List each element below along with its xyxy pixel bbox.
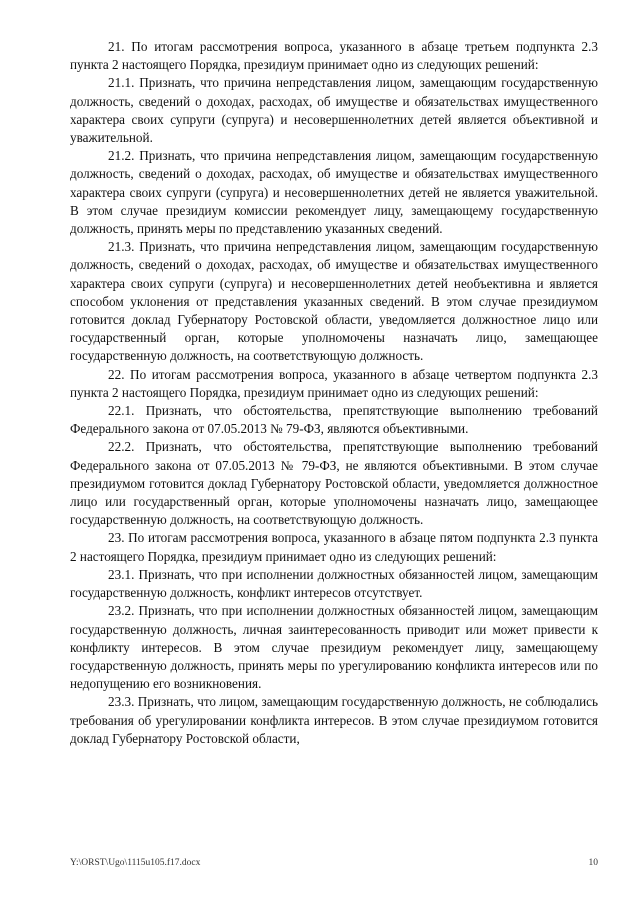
paragraph-23-3: 23.3. Признать, что лицом, замещающим государственную должность, не соблюдались требования об урегулировании конфликта интересов. В этом случае президиумом готовится доклад Губернатору Ростовской области, — [70, 694, 598, 746]
page-footer — [70, 858, 598, 872]
paragraph-21-2: 21.2. Признать, что причина непредставления лицом, замещающим государственную должность, сведений о доходах, расходах, об имуществе и обязательствах имущественного характера своих супруги (супруга) и несовершеннолетних детей не является уважительной. В этом случае президиум комиссии рекомендует лицу, замещающему государственную должность, принять меры по представлению указанных сведений. — [70, 148, 598, 237]
paragraph-21: 21. По итогам рассмотрения вопроса, указанного в абзаце третьем подпункта 2.3 пункта 2 настоящего Порядка, президиум принимает одно из следующих решений: — [70, 39, 598, 73]
footer-file-path: Y:\ORST\Ugo\1115u105.f17.docx — [70, 858, 201, 868]
paragraph-22-2: 22.2. Признать, что обстоятельства, препятствующие выполнению требований Федерального закона от 07.05.2013 № 79-ФЗ, не являются объективными. В этом случае президиумом готовится доклад Губернатору Ростовской области, уведомляется должностное лицо или государственный орган, которые уполномочены назначать лицо, замещающее государственную должность, на соответствующую должность. — [70, 439, 598, 528]
page-number: 10 — [588, 858, 598, 868]
paragraph-22-1: 22.1. Признать, что обстоятельства, препятствующие выполнению требований Федерального закона от 07.05.2013 № 79-ФЗ, являются объективными. — [70, 403, 598, 437]
document-body — [70, 38, 598, 748]
paragraph-23: 23. По итогам рассмотрения вопроса, указанного в абзаце пятом подпункта 2.3 пункта 2 настоящего Порядка, президиум принимает одно из следующих решений: — [70, 530, 598, 564]
paragraph-21-3: 21.3. Признать, что причина непредставления лицом, замещающим государственную должность, сведений о доходах, расходах, об имуществе и обязательствах имущественного характера своих супруги (супруга) и несовершеннолетних детей необъективна и является способом уклонения от представления указанных сведений. В этом случае президиумом готовится доклад Губернатору Ростовской области, уведомляется должностное лицо или государственный орган, которые уполномочены назначать лицо, замещающее государственную должность, на соответствующую должность. — [70, 239, 598, 364]
paragraph-22: 22. По итогам рассмотрения вопроса, указанного в абзаце четвертом подпункта 2.3 пункта 2 настоящего Порядка, президиум принимает одно из следующих решений: — [70, 366, 598, 400]
paragraph-23-2: 23.2. Признать, что при исполнении должностных обязанностей лицом, замещающим государственную должность, личная заинтересованность приводит или может привести к конфликту интересов. В этом случае президиум рекомендует лицу, замещающему государственную должность, принять меры по урегулированию конфликта интересов или по недопущению его возникновения. — [70, 603, 598, 692]
paragraph-23-1: 23.1. Признать, что при исполнении должностных обязанностей лицом, замещающим государственную должность, конфликт интересов отсутствует. — [70, 566, 598, 601]
paragraph-21-1: 21.1. Признать, что причина непредставления лицом, замещающим государственную должность, сведений о доходах, расходах, об имуществе и обязательствах имущественного характера своих супруги (супруга) и несовершеннолетних детей является объективной и уважительной. — [70, 75, 598, 146]
